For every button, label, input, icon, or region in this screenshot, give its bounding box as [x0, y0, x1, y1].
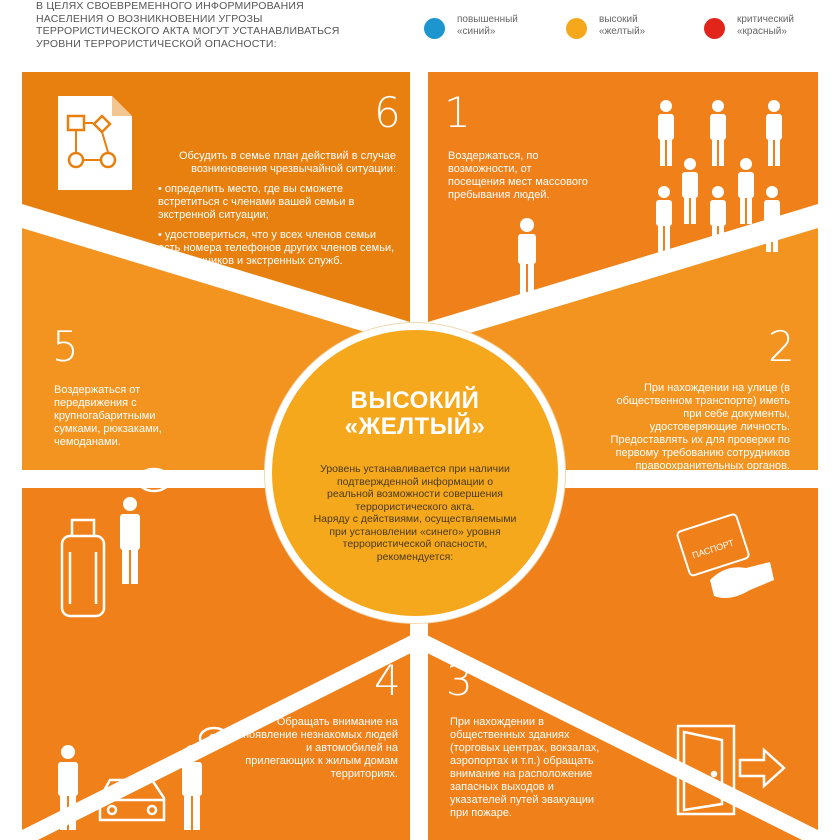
intro-line: УРОВНИ ТЕРРОРИСТИЧЕСКОЙ ОПАСНОСТИ:: [36, 37, 277, 50]
svg-text:ПАСПОРТ: ПАСПОРТ: [690, 537, 736, 561]
center-text-line: реальной возможности совершения: [327, 488, 503, 500]
legend-label-line: «синий»: [457, 26, 496, 37]
panel-2-number: 2: [768, 322, 795, 371]
intro-line: В ЦЕЛЯХ СВОЕВРЕМЕННОГО ИНФОРМИРОВАНИЯ: [36, 0, 304, 12]
legend-label-line: высокий: [599, 14, 638, 25]
center-text-line: при установлении «синего» уровня: [329, 525, 501, 538]
panel-6-bullet: • определить место, где вы сможете встретиться с членами вашей семьи в экстренной ситуации;: [158, 183, 396, 222]
intro-line: НАСЕЛЕНИЯ О ВОЗНИКНОВЕНИИ УГРОЗЫ: [36, 12, 263, 25]
passport-icon: [670, 510, 780, 606]
panel-1-number: 1: [444, 88, 471, 137]
panel-6-number: 6: [374, 88, 401, 137]
svg-text:?: ?: [149, 472, 157, 488]
panel-5-text: Воздержаться от передвижения с крупногабаритными сумками, рюкзаками, чемоданами.: [54, 384, 162, 448]
panel-1-text: Воздержаться, по возможности, от посещения мест массового пребывания людей.: [448, 150, 588, 201]
center-text-line: Уровень устанавливается при наличии: [320, 463, 510, 475]
center-level-circle: [265, 323, 565, 623]
panel-3-number: 3: [446, 656, 473, 705]
center-title-line: ВЫСОКИЙ: [350, 387, 480, 414]
crowd-icon: [508, 98, 808, 308]
panel-6-bullet: • удостовериться, что у всех членов семьи есть номера телефонов других членов семьи, родственников и экстренных служб.: [158, 229, 396, 268]
panel-4-number: 4: [374, 656, 401, 705]
center-description: [298, 463, 532, 563]
panel-6-text: [158, 150, 396, 275]
luggage-icon: [56, 466, 186, 622]
legend-label-line: «красный»: [737, 26, 787, 37]
legend-label-line: повышенный: [457, 14, 518, 25]
center-text-line: Наряду с действиями, осуществляемыми: [313, 513, 517, 525]
center-text-line: террористической опасности,: [342, 538, 488, 550]
exit-door-icon: [664, 718, 794, 818]
panel-2-text: При нахождении на улице (в общественном транспорте) иметь при себе документы, удостоверяющие личность. Предоставлять их для проверки по первому требованию сотрудников правоохранительных органов.: [610, 382, 790, 472]
legend-label-line: критический: [737, 14, 795, 25]
panel-6-intro: Обсудить в семье план действий в случае возникновения чрезвычайной ситуации:: [178, 150, 396, 175]
panel-4-text: Обращать внимание на появление незнакомых людей и автомобилей на прилегающих к жилым домам территориях.: [243, 716, 398, 780]
center-text-line: рекомендуется:: [376, 550, 454, 563]
center-text-line: подтвержденной информации о: [336, 475, 494, 488]
center-title: [272, 388, 558, 440]
intro-line: ТЕРРОРИСТИЧЕСКОГО АКТА МОГУТ УСТАНАВЛИВАТЬСЯ: [36, 25, 340, 37]
center-text-line: террористического акта.: [355, 500, 475, 513]
legend-label-line: «желтый»: [599, 26, 646, 37]
panel-5-number: 5: [52, 322, 79, 371]
center-title-line: «ЖЕЛТЫЙ»: [344, 413, 486, 440]
flowchart-document-icon: [56, 94, 134, 192]
panel-3-text: При нахождении в общественных зданиях (торговых центрах, вокзалах, аэропортах и т.п.) обращать внимание на расположение запасных выходов и указателей путей эвакуации при пожаре.: [450, 716, 600, 819]
car-people-icon: [54, 724, 234, 840]
svg-text:?: ?: [209, 731, 217, 746]
